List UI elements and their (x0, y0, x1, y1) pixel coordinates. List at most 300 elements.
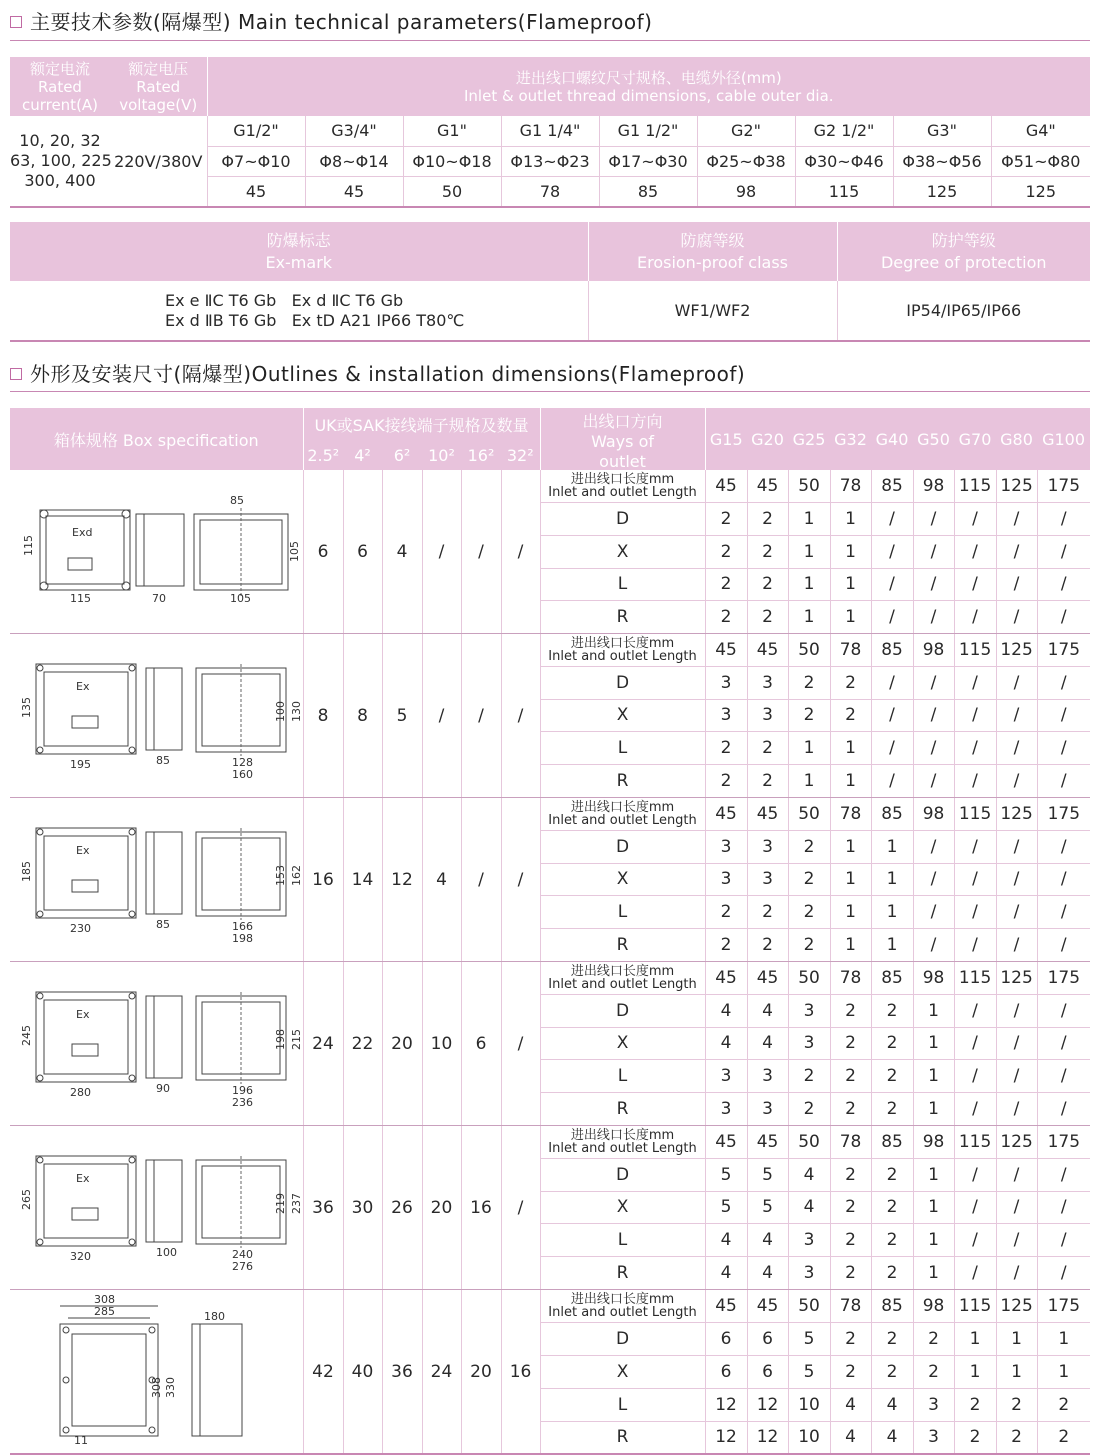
square-bullet-icon (10, 368, 22, 380)
outlet-count-cell: / (913, 732, 954, 765)
terminal-count-cell: / (461, 798, 501, 962)
rated-current-header (10, 57, 110, 116)
outlet-count-cell: / (996, 994, 1037, 1027)
outlet-count-cell: 1 (913, 1060, 954, 1093)
terminal-count-cell: / (461, 634, 501, 798)
outlet-count-cell: 1 (788, 503, 830, 536)
length-value-cell: 78 (830, 1126, 871, 1159)
length-value-cell: 125 (996, 1290, 1037, 1323)
outlet-count-cell: 1 (871, 830, 913, 863)
terminal-count-cell: 16 (303, 798, 343, 962)
gland-header: G15 (705, 408, 747, 470)
length-value-cell: 45 (705, 798, 747, 831)
length-cell: 50 (403, 176, 501, 207)
box-outline-drawing (10, 470, 303, 634)
outlet-count-cell: 6 (747, 1322, 788, 1355)
outlet-count-cell: 4 (830, 1388, 871, 1421)
length-value-cell: 125 (996, 798, 1037, 831)
outlet-count-cell: 1 (788, 601, 830, 634)
svg-text:308: 308 (94, 1293, 115, 1306)
length-value-cell: 175 (1037, 1290, 1090, 1323)
outlet-count-cell: 2 (788, 1060, 830, 1093)
outlet-count-cell: 1 (830, 535, 871, 568)
outlet-count-cell: 1 (871, 863, 913, 896)
length-value-cell: 50 (788, 1290, 830, 1323)
outlet-count-cell: 10 (788, 1388, 830, 1421)
outlet-count-cell: / (871, 765, 913, 798)
outlet-count-cell: / (954, 1027, 996, 1060)
length-value-cell: 45 (747, 962, 788, 995)
terminal-count-cell: 24 (422, 1290, 461, 1455)
erosion-en: Erosion-proof class (636, 252, 788, 272)
length-value-cell: 98 (913, 798, 954, 831)
length-value-cell: 45 (705, 470, 747, 503)
gland-header: G25 (792, 429, 826, 449)
outlet-count-cell: 10 (788, 1421, 830, 1454)
outlet-direction-cell: L (540, 1224, 705, 1257)
outlet-count-cell: 1 (830, 765, 871, 798)
outlet-count-cell: 1 (913, 1027, 954, 1060)
terminal-count-cell: 30 (343, 1126, 382, 1290)
outlet-count-cell: 2 (830, 666, 871, 699)
outlet-count-cell: 2 (871, 1191, 913, 1224)
outlet-count-cell: / (954, 601, 996, 634)
terminal-count-cell: / (501, 1126, 540, 1290)
outlet-count-cell: 1 (913, 1093, 954, 1126)
outlet-count-cell: 2 (830, 1158, 871, 1191)
length-value-cell: 98 (913, 634, 954, 667)
outlet-count-cell: 2 (871, 994, 913, 1027)
terminal-count-cell: 10 (422, 962, 461, 1126)
length-value-cell: 175 (1037, 470, 1090, 503)
terminal-count-cell: 22 (343, 962, 382, 1126)
svg-text:198: 198 (232, 932, 253, 945)
length-label-cn: 进出线口长度mm (570, 635, 675, 651)
outlet-count-cell: 2 (830, 1322, 871, 1355)
length-value-cell: 115 (954, 470, 996, 503)
length-value-cell: 85 (871, 962, 913, 995)
outlet-count-cell: / (954, 1158, 996, 1191)
outlet-header (540, 408, 705, 470)
protection-value: IP54/IP65/IP66 (837, 281, 1090, 341)
length-value-cell: 98 (913, 962, 954, 995)
outlet-count-cell: 2 (830, 699, 871, 732)
outlet-count-cell: 1 (913, 1191, 954, 1224)
outlet-count-cell: 2 (1037, 1421, 1090, 1454)
terminal-count-cell: / (501, 634, 540, 798)
length-label (540, 1290, 705, 1323)
terminal-size-header: 32² (506, 446, 534, 465)
svg-text:Exd: Exd (72, 526, 93, 539)
terminal-count-cell: 12 (382, 798, 422, 962)
length-label (540, 962, 705, 995)
outlet-count-cell: 3 (705, 666, 747, 699)
outlet-count-cell: / (1037, 1158, 1090, 1191)
outlet-count-cell: 1 (871, 896, 913, 929)
thread-cell: G2" (697, 116, 795, 146)
section-divider (10, 391, 1090, 392)
outline-dimensions-table (10, 408, 1090, 1455)
length-value-cell: 45 (747, 470, 788, 503)
outlet-count-cell: / (1037, 568, 1090, 601)
ex-mark-table (10, 222, 1090, 342)
outlet-count-cell: / (954, 896, 996, 929)
outlet-count-cell: 6 (747, 1355, 788, 1388)
terminal-count-cell: 24 (303, 962, 343, 1126)
box-drawing-1 (10, 470, 303, 628)
outlet-direction-cell: R (540, 1257, 705, 1290)
table2-body-row (10, 281, 1090, 341)
thread-size-row (10, 116, 1090, 146)
svg-text:100: 100 (156, 1246, 177, 1259)
outlet-count-cell: 1 (830, 863, 871, 896)
outlet-count-cell: 3 (705, 863, 747, 896)
section-divider (10, 40, 1090, 41)
outlet-count-cell: / (954, 666, 996, 699)
outlet-count-cell: / (913, 863, 954, 896)
outlet-count-cell: / (996, 1060, 1037, 1093)
gland-header: G32 (834, 429, 867, 449)
outlet-count-cell: / (913, 503, 954, 536)
outlet-count-cell: 3 (913, 1421, 954, 1454)
outlet-direction-cell: L (540, 1060, 705, 1093)
outlet-count-cell: / (954, 765, 996, 798)
outlet-count-cell: / (996, 863, 1037, 896)
outlet-direction-cell: L (540, 568, 705, 601)
svg-text:90: 90 (156, 1082, 170, 1095)
box-outline-drawing (10, 798, 303, 962)
length-label (540, 798, 705, 831)
length-row (10, 470, 1090, 503)
length-value-cell: 98 (913, 470, 954, 503)
outlet-count-cell: / (954, 699, 996, 732)
outlet-count-cell: 2 (830, 1093, 871, 1126)
outlet-count-cell: 2 (705, 601, 747, 634)
outlet-count-cell: 2 (747, 601, 788, 634)
current-line1: 10, 20, 32 (19, 131, 101, 150)
outlet-count-cell: 3 (788, 994, 830, 1027)
length-label-cn: 进出线口长度mm (570, 472, 675, 488)
terminal-count-cell: 42 (303, 1290, 343, 1455)
outlet-count-cell: / (913, 765, 954, 798)
outlet-count-cell: 12 (747, 1421, 788, 1454)
terminal-count-cell: 16 (461, 1126, 501, 1290)
outlet-count-cell: 2 (788, 830, 830, 863)
length-value-cell: 85 (871, 1290, 913, 1323)
rated-voltage-en2: voltage(V) (119, 95, 198, 114)
outlet-count-cell: 3 (705, 830, 747, 863)
outlet-count-cell: 2 (913, 1355, 954, 1388)
length-row (10, 962, 1090, 995)
length-value-cell: 175 (1037, 1126, 1090, 1159)
gland-header: G100 (1042, 429, 1086, 449)
outlet-count-cell: / (871, 732, 913, 765)
svg-text:237: 237 (290, 1193, 303, 1214)
svg-text:265: 265 (20, 1189, 33, 1210)
svg-text:219: 219 (274, 1193, 287, 1214)
length-value-cell: 115 (954, 1290, 996, 1323)
outlet-direction-cell: X (540, 1027, 705, 1060)
outlet-count-cell: / (954, 1257, 996, 1290)
svg-text:180: 180 (204, 1310, 225, 1323)
length-label-cn: 进出线口长度mm (570, 799, 675, 815)
length-value-cell: 175 (1037, 962, 1090, 995)
outlet-direction-cell: L (540, 896, 705, 929)
outlet-count-cell: 1 (871, 929, 913, 962)
terminal-count-cell: 20 (461, 1290, 501, 1455)
rated-current-cell (10, 116, 110, 207)
outlet-count-cell: / (996, 929, 1037, 962)
outlet-count-cell: 5 (747, 1158, 788, 1191)
main-parameters-table (10, 57, 1090, 208)
cable-dia-cell: Φ8~Φ14 (305, 146, 403, 176)
table2-header-row (10, 222, 1090, 281)
outlet-count-cell: 2 (705, 535, 747, 568)
outlet-en1: Ways of (591, 432, 654, 451)
outlet-count-cell: 1 (1037, 1322, 1090, 1355)
outlet-count-cell: / (913, 929, 954, 962)
svg-text:198: 198 (274, 1029, 287, 1050)
cable-dia-cell: Φ10~Φ18 (403, 146, 501, 176)
section-title-main-parameters (10, 6, 653, 35)
svg-text:Ex: Ex (76, 1008, 90, 1021)
outlet-count-cell: / (871, 568, 913, 601)
box-outline-drawing (10, 962, 303, 1126)
length-value-cell: 45 (747, 634, 788, 667)
outlet-count-cell: 2 (913, 1322, 954, 1355)
svg-text:70: 70 (152, 592, 166, 605)
svg-text:Ex: Ex (76, 844, 90, 857)
outlet-count-cell: 4 (871, 1388, 913, 1421)
svg-text:308: 308 (150, 1377, 163, 1398)
outlet-count-cell: / (954, 732, 996, 765)
outlet-count-cell: / (1037, 666, 1090, 699)
length-value-cell: 125 (996, 470, 1037, 503)
outlet-count-cell: 2 (871, 1355, 913, 1388)
length-label-cn: 进出线口长度mm (570, 1291, 675, 1307)
rated-voltage-cn: 额定电压 (128, 59, 189, 78)
outlet-count-cell: / (871, 699, 913, 732)
outlet-count-cell: 2 (747, 896, 788, 929)
outlet-count-cell: 2 (954, 1388, 996, 1421)
section-title-text: 主要技术参数(隔爆型) Main technical parameters(Flameproof) (30, 10, 653, 34)
outlet-count-cell: 5 (747, 1191, 788, 1224)
outlet-direction-cell: R (540, 929, 705, 962)
length-cell: 115 (795, 176, 893, 207)
cable-dia-cell: Φ7~Φ10 (207, 146, 305, 176)
length-label-en: Inlet and outlet Length (548, 976, 697, 992)
outlet-count-cell: 4 (705, 1257, 747, 1290)
box-outline-drawing (10, 1290, 303, 1455)
terminal-count-cell: 26 (382, 1126, 422, 1290)
outlet-count-cell: 1 (830, 601, 871, 634)
length-value-cell: 98 (913, 1126, 954, 1159)
length-value-cell: 115 (954, 798, 996, 831)
svg-text:85: 85 (156, 754, 170, 767)
outlet-count-cell: 2 (705, 765, 747, 798)
outlet-count-cell: 1 (788, 765, 830, 798)
outlet-count-cell: / (954, 1093, 996, 1126)
outlet-count-cell: 3 (705, 1093, 747, 1126)
length-value-cell: 45 (747, 798, 788, 831)
svg-text:280: 280 (70, 1086, 91, 1099)
outlet-count-cell: 4 (747, 1257, 788, 1290)
outlet-count-cell: / (996, 601, 1037, 634)
length-value-cell: 125 (996, 962, 1037, 995)
outlet-count-cell: 3 (788, 1257, 830, 1290)
outlet-count-cell: 12 (705, 1421, 747, 1454)
table1-header-row (10, 57, 1090, 116)
outlet-count-cell: 5 (705, 1191, 747, 1224)
outlet-count-cell: / (996, 830, 1037, 863)
gland-header: G70 (958, 429, 992, 449)
outlet-count-cell: / (996, 699, 1037, 732)
outlet-count-cell: / (996, 535, 1037, 568)
gland-header: G20 (751, 429, 784, 449)
outlet-count-cell: 2 (871, 1060, 913, 1093)
outlet-count-cell: / (996, 1027, 1037, 1060)
length-value-cell: 45 (705, 1290, 747, 1323)
thread-cell: G1/2" (207, 116, 305, 146)
current-line2: 63, 100, 225 (10, 151, 112, 170)
thread-header-cn: 进出线口螺纹尺寸规格、电缆外径(mm) (515, 68, 782, 87)
outlet-count-cell: 3 (788, 1224, 830, 1257)
length-label-en: Inlet and outlet Length (548, 1140, 697, 1156)
length-value-cell: 175 (1037, 798, 1090, 831)
box-drawing-5 (10, 1126, 303, 1284)
outlet-count-cell: 4 (705, 1027, 747, 1060)
outlet-count-cell: / (996, 1093, 1037, 1126)
outlet-count-cell: 2 (747, 568, 788, 601)
terminal-size-header: 16² (467, 446, 495, 465)
outlet-count-cell: 3 (788, 1027, 830, 1060)
outlet-count-cell: / (913, 830, 954, 863)
outlet-count-cell: 1 (830, 503, 871, 536)
length-label-en: Inlet and outlet Length (548, 648, 697, 664)
outlet-count-cell: 2 (830, 1257, 871, 1290)
outlet-count-cell: 1 (954, 1322, 996, 1355)
length-row (10, 634, 1090, 667)
outlet-count-cell: / (913, 699, 954, 732)
length-value-cell: 85 (871, 470, 913, 503)
cable-dia-cell: Φ25~Φ38 (697, 146, 795, 176)
outlet-direction-cell: X (540, 699, 705, 732)
outlet-count-cell: 3 (747, 1093, 788, 1126)
outlet-cn: 出线口方向 (582, 412, 663, 431)
outlet-count-cell: 6 (705, 1355, 747, 1388)
outlet-en2: outlet (599, 452, 646, 471)
outlet-count-cell: 2 (705, 732, 747, 765)
svg-text:128: 128 (232, 756, 253, 769)
outlet-direction-cell: D (540, 830, 705, 863)
outlet-count-cell: 4 (871, 1421, 913, 1454)
outlet-count-cell: / (1037, 1093, 1090, 1126)
outlet-count-cell: / (1037, 1224, 1090, 1257)
outlet-count-cell: 2 (788, 929, 830, 962)
length-value-cell: 78 (830, 962, 871, 995)
outlet-count-cell: 2 (788, 699, 830, 732)
svg-text:196: 196 (232, 1084, 253, 1097)
terminal-count-cell: 6 (303, 470, 343, 634)
outlet-count-cell: / (954, 1224, 996, 1257)
outlet-count-cell: 2 (705, 568, 747, 601)
outlet-count-cell: / (913, 568, 954, 601)
terminal-size-header: 6² (393, 446, 411, 465)
outlet-count-cell: 5 (705, 1158, 747, 1191)
terminal-header: UK或SAK接线端子规格及数量 (303, 408, 540, 441)
outlet-count-cell: / (954, 568, 996, 601)
outlet-count-cell: / (1037, 732, 1090, 765)
ex-mark-cell (10, 281, 588, 341)
outlet-count-cell: 2 (705, 896, 747, 929)
terminal-count-cell: 4 (422, 798, 461, 962)
outlet-count-cell: / (954, 929, 996, 962)
length-value-cell: 125 (996, 1126, 1037, 1159)
outlet-count-cell: / (954, 863, 996, 896)
ex-mark-line1: Ex e ⅡC T6 Gb Ex d ⅡC T6 Gb (165, 290, 404, 310)
outlet-count-cell: 3 (747, 863, 788, 896)
svg-text:135: 135 (20, 697, 33, 718)
outlet-count-cell: 2 (788, 666, 830, 699)
outlet-count-cell: 1 (788, 732, 830, 765)
rated-voltage-en1: Rated (136, 77, 181, 96)
outlet-count-cell: 1 (996, 1355, 1037, 1388)
thread-cell: G2 1/2" (795, 116, 893, 146)
square-bullet-icon (10, 16, 22, 28)
outlet-count-cell: 1 (954, 1355, 996, 1388)
outlet-count-cell: 1 (830, 896, 871, 929)
outlet-count-cell: 1 (913, 1257, 954, 1290)
outlet-count-cell: 1 (830, 830, 871, 863)
length-row (10, 1126, 1090, 1159)
length-value-cell: 45 (747, 1126, 788, 1159)
outlet-count-cell: 5 (788, 1355, 830, 1388)
terminal-count-cell: 5 (382, 634, 422, 798)
outlet-count-cell: / (1037, 1027, 1090, 1060)
outlet-count-cell: / (871, 535, 913, 568)
outlet-count-cell: 4 (705, 1224, 747, 1257)
thread-cell: G1 1/4" (501, 116, 599, 146)
erosion-value: WF1/WF2 (588, 281, 837, 341)
outlet-count-cell: 2 (747, 765, 788, 798)
length-value-cell: 45 (747, 1290, 788, 1323)
length-label-cn: 进出线口长度mm (570, 1127, 675, 1143)
svg-text:115: 115 (22, 535, 35, 556)
outlet-count-cell: / (913, 535, 954, 568)
outlet-count-cell: / (996, 568, 1037, 601)
outlet-count-cell: 2 (871, 1093, 913, 1126)
thread-cell: G1" (403, 116, 501, 146)
terminal-count-cell: 4 (382, 470, 422, 634)
outlet-count-cell: 2 (830, 1191, 871, 1224)
outlet-direction-cell: D (540, 1322, 705, 1355)
terminal-count-cell: 14 (343, 798, 382, 962)
outlet-count-cell: / (996, 1191, 1037, 1224)
length-value-cell: 45 (705, 962, 747, 995)
svg-text:105: 105 (230, 592, 251, 605)
length-cell: 125 (991, 176, 1090, 207)
outlet-count-cell: / (1037, 929, 1090, 962)
thread-cell: G1 1/2" (599, 116, 697, 146)
outlet-count-cell: 2 (705, 929, 747, 962)
outlet-count-cell: / (996, 896, 1037, 929)
outlet-count-cell: / (1037, 1257, 1090, 1290)
rated-current-en1: Rated (38, 77, 82, 96)
outlet-count-cell: / (996, 503, 1037, 536)
svg-text:105: 105 (288, 541, 301, 562)
outlet-count-cell: 2 (830, 1355, 871, 1388)
outlet-count-cell: 12 (747, 1388, 788, 1421)
